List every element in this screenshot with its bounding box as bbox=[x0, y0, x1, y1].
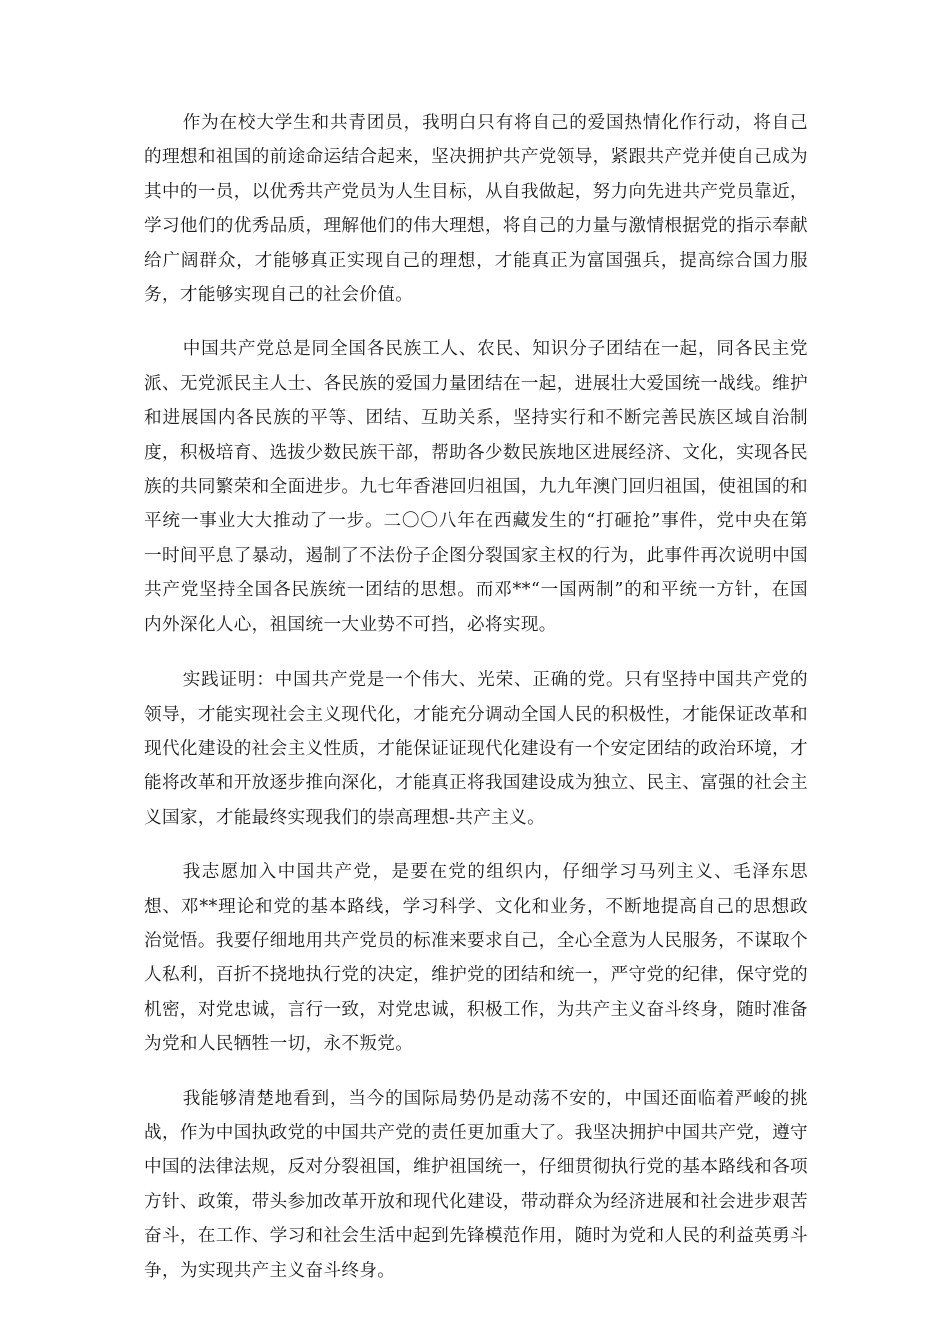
paragraph-1: 作为在校大学生和共青团员，我明白只有将自己的爱国热情化作行动，将自己的理想和祖国的前途命运结合起来，坚决拥护共产党领导，紧跟共产党并使自己成为其中的一员，以优秀共产党员为人生目标，从自我做起，努力向先进共产党员靠近，学习他们的优秀品质，理解他们的伟大理想，将自己的力量与激情根据党的指示奉献给广阔群众，才能够真正实现自己的理想，才能真正为富国强兵，提高综合国力服务，才能够实现自己的社会价值。 bbox=[144, 113, 808, 306]
paragraph-4: 我志愿加入中国共产党，是要在党的组织内，仔细学习马列主义、毛泽东思想、邓**理论和党的基本路线，学习科学、文化和业务，不断地提高自己的思想政治觉悟。我要仔细地用共产党员的标准来要求自己，全心全意为人民服务，不谋取个人私利，百折不挠地执行党的决定，维护党的团结和统一，严守党的纪律，保守党的机密，对党忠诚，言行一致，对党忠诚，积极工作，为共产主义奋斗终身，随时准备为党和人民牺牲一切，永不叛党。 bbox=[144, 862, 808, 1055]
paragraph-5: 我能够清楚地看到，当今的国际局势仍是动荡不安的，中国还面临着严峻的挑战，作为中国执政党的中国共产党的责任更加重大了。我坚决拥护中国共产党，遵守中国的法律法规，反对分裂祖国，维护祖国统一，仔细贯彻执行党的基本路线和各项方针、政策，带头参加改革开放和现代化建设，带动群众为经济进展和社会进步艰苦奋斗，在工作、学习和社会生活中起到先锋模范作用，随时为党和人民的利益英勇斗争，为实现共产主义奋斗终身。 bbox=[144, 1088, 808, 1281]
document-body bbox=[144, 106, 808, 1308]
paragraph-3: 实践证明：中国共产党是一个伟大、光荣、正确的党。只有坚持中国共产党的领导，才能实现社会主义现代化，才能充分调动全国人民的积极性，才能保证改革和现代化建设的社会主义性质，才能保证证现代化建设有一个安定团结的政治环境，才能将改革和开放逐步推向深化，才能真正将我国建设成为独立、民主、富强的社会主义国家，才能最终实现我们的崇高理想-共产主义。 bbox=[144, 670, 808, 828]
paragraph-2: 中国共产党总是同全国各民族工人、农民、知识分子团结在一起，同各民主党派、无党派民主人士、各民族的爱国力量团结在一起，进展壮大爱国统一战线。维护和进展国内各民族的平等、团结、互助关系，坚持实行和不断完善民族区域自治制度，积极培育、选拔少数民族干部，帮助各少数民族地区进展经济、文化，实现各民族的共同繁荣和全面进步。九七年香港回归祖国，九九年澳门回归祖国，使祖国的和平统一事业大大推动了一步。二〇〇八年在西藏发生的“打砸抢”事件，党中央在第一时间平息了暴动，遏制了不法份子企图分裂国家主权的行为，此事件再次说明中国共产党坚持全国各民族统一团结的思想。而邓**“一国两制”的和平统一方针，在国内外深化人心，祖国统一大业势不可挡，必将实现。 bbox=[144, 339, 808, 635]
